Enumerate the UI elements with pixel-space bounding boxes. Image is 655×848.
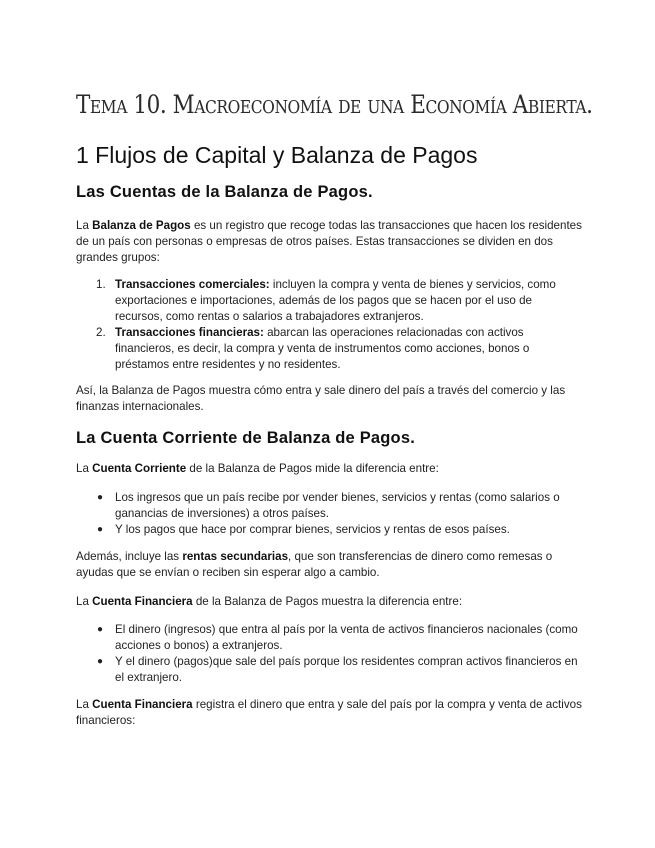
heading-cuentas-balanza: Las Cuentas de la Balanza de Pagos. (76, 183, 373, 201)
term-cuenta-corriente: Cuenta Corriente (92, 462, 187, 475)
bullet-list-cuenta-corriente (76, 490, 582, 538)
text: de la Balanza de Pagos mide la diferencia entre: (186, 462, 439, 475)
bullet-icon: ● (97, 624, 104, 635)
paragraph-cuenta-financiera-intro (76, 594, 582, 610)
list-item-text: El dinero (ingresos) que entra al país por la venta de activos financieros nacionales (como acciones o bonos) a extranjeros. (115, 623, 578, 652)
list-item (76, 622, 582, 654)
text: Además, incluye las (76, 550, 183, 563)
list-item (76, 325, 582, 373)
list-item-text: Y los pagos que hace por comprar bienes, servicios y rentas de esos países. (115, 523, 510, 536)
paragraph-balanza-closing: Así, la Balanza de Pagos muestra cómo entra y sale dinero del país a través del comercio y las finanzas internacionales. (76, 384, 566, 413)
paragraph-balanza-intro (76, 218, 582, 266)
list-item (76, 522, 582, 538)
text: de la Balanza de Pagos muestra la diferencia entre: (192, 595, 463, 608)
paragraph-rentas-secundarias (76, 549, 582, 581)
bullet-icon: ● (97, 524, 104, 535)
bullet-icon: ● (97, 656, 104, 667)
heading-flujos-de-capital: 1 Flujos de Capital y Balanza de Pagos (76, 142, 478, 168)
term-rentas-secundarias: rentas secundarias (182, 550, 289, 563)
term-balanza-de-pagos: Balanza de Pagos (92, 219, 191, 232)
text: La (76, 219, 93, 232)
list-number: 1. (96, 278, 106, 291)
document-title: Tema 10. Macroeconomía de una Economía Abierta. (76, 90, 593, 119)
list-item-text: abarcan las operaciones relacionadas con activos financieros, es decir, la compra y venta de instrumentos como acciones, bonos o préstamos entre residentes y no residentes. (115, 326, 530, 371)
text: , que son transferencias de dinero como remesas o ayudas que se envían o reciben sin esperar algo a cambio. (76, 550, 553, 579)
text: registra el dinero que entra y sale del país por la compra y venta de activos financieros: (76, 698, 582, 727)
list-number: 2. (96, 326, 106, 339)
text: es un registro que recoge todas las transacciones que hacen los residentes de un país con personas o empresas de otros países. Estas transacciones se dividen en dos grandes grupos: (76, 219, 582, 264)
list-item-text: Y el dinero (pagos)que sale del país porque los residentes compran activos financieros en el extranjero. (115, 655, 578, 684)
list-item-text: incluyen la compra y venta de bienes y servicios, como exportaciones e importaciones, además de los pagos que se hacen por el uso de recursos, como rentas o salarios a trabajadores extranjeros. (115, 278, 556, 323)
list-item (76, 654, 582, 686)
list-item (76, 490, 582, 522)
text: La (76, 698, 93, 711)
term-transacciones-financieras: Transacciones financieras: (115, 326, 264, 339)
paragraph-cuenta-corriente-intro (76, 461, 582, 477)
paragraph-cuenta-financiera-registro (76, 697, 582, 729)
list-item-text: Los ingresos que un país recibe por vender bienes, servicios y rentas (como salarios o ganancias de inversiones) a otros países. (115, 491, 560, 520)
term-transacciones-comerciales: Transacciones comerciales: (115, 278, 270, 291)
list-item (76, 277, 582, 325)
numbered-list-transacciones (76, 277, 582, 373)
bullet-list-cuenta-financiera (76, 622, 582, 686)
text: La (76, 462, 93, 475)
text: La (76, 595, 93, 608)
term-cuenta-financiera: Cuenta Financiera (92, 698, 193, 711)
term-cuenta-financiera: Cuenta Financiera (92, 595, 193, 608)
bullet-icon: ● (97, 492, 104, 503)
heading-cuenta-corriente: La Cuenta Corriente de Balanza de Pagos. (76, 429, 415, 447)
